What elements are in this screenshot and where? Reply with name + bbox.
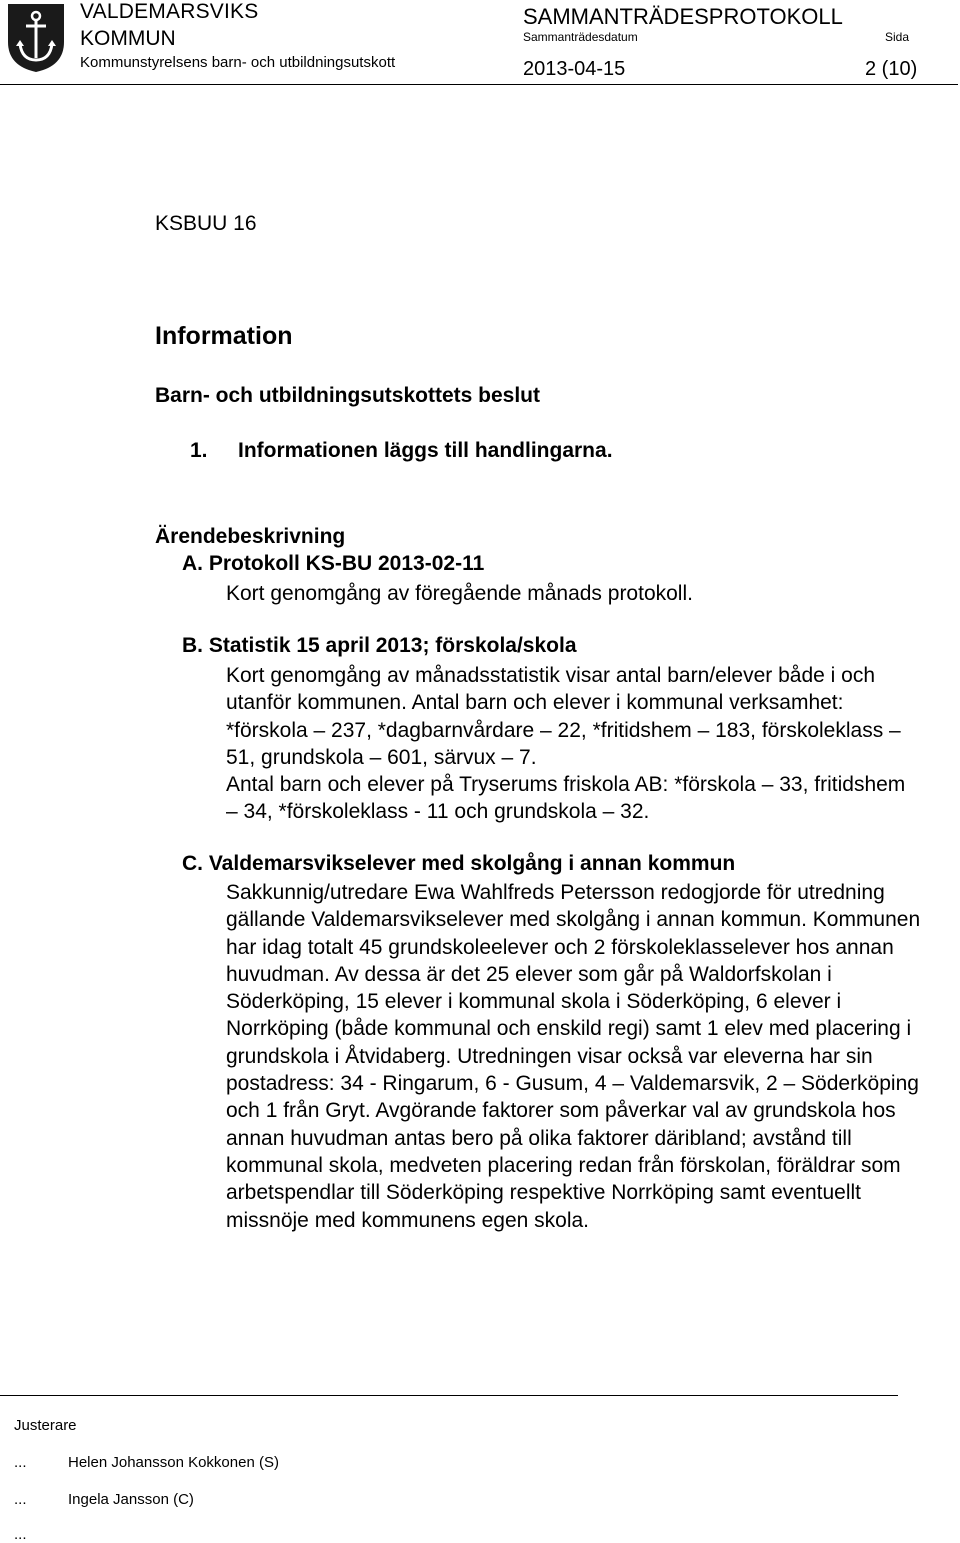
item-c-text: Sakkunnig/utredare Ewa Wahlfreds Petersson redogjorde för utredning gällande Valdemarsvikselever med skolgång i annan kommun. Kommunen har idag totalt 45 grundskoleelever och 2 förskoleklasselever hos annan huvudman. Av dessa är det 25 elever som går på Waldorfskolan i Söderköping, 15 elever i kommunal skola i Söderköping, 6 elever i Norrköping (både kommunal och enskild regi) samt 1 elev med placering i grundskola i Åtvidaberg. Utredningen visar också var eleverna har sin postadress: 34 - Ringarum, 6 - Gusum, 4 – Valdemarsvik, 2 – Söderköping och 1 från Gryt. Avgörande faktorer som påverkar val av grundskola hos annan huvudman antas bero på olika faktorer däribland; avstånd till kommunal skola, medveten placering redan från förskolan, föräldrar som arbetspendlar till Söderköping respektive Norrköping samt eventuellt missnöje med kommunens egen skola. xyxy=(226,881,921,1232)
organization-name: VALDEMARSVIKS xyxy=(80,0,259,23)
decision-heading: Barn- och utbildningsutskottets beslut xyxy=(155,384,541,407)
item-a-heading: A. Protokoll KS-BU 2013-02-11 xyxy=(182,552,485,575)
signer-name: Ingela Jansson (C) xyxy=(68,1491,194,1508)
signature-dots: ... xyxy=(14,1526,27,1543)
section-title: Information xyxy=(155,322,293,350)
item-a-text: Kort genomgång av föregående månads protokoll. xyxy=(226,582,693,605)
page-number: 2 (10) xyxy=(865,58,918,80)
signer-line xyxy=(14,1454,279,1471)
item-b-paragraph-1: Kort genomgång av månadsstatistik visar antal barn/elever både i och utanför kommunen. Antal barn och elever i kommunal verksamhet: *förskola – 237, *dagbarnvårdare – 22, *fritidshem – 183, förskoleklass – 51, grundskola – 601, särvux – 7. xyxy=(226,664,901,769)
meeting-date: 2013-04-15 xyxy=(523,58,626,80)
signer-name: Helen Johansson Kokkonen (S) xyxy=(68,1454,279,1471)
item-b-paragraph-2: Antal barn och elever på Tryserums friskola AB: *förskola – 33, fritidshem – 34, *förskoleklass - 11 och grundskola – 32. xyxy=(226,773,906,824)
footer-divider xyxy=(0,1395,898,1396)
justerare-label: Justerare xyxy=(14,1417,77,1434)
signer-line xyxy=(14,1526,68,1543)
signature-dots: ... xyxy=(14,1491,27,1508)
page-label: Sida xyxy=(885,30,910,44)
signer-line xyxy=(14,1491,194,1508)
item-b-body xyxy=(226,662,916,826)
committee-name: Kommunstyrelsens barn- och utbildningsutskott xyxy=(80,54,396,71)
decision-number: 1. xyxy=(190,439,208,462)
item-c-heading: C. Valdemarsvikselever med skolgång i annan kommun xyxy=(182,852,736,875)
case-description-heading: Ärendebeskrivning xyxy=(155,525,346,548)
item-b-heading: B. Statistik 15 april 2013; förskola/skola xyxy=(182,634,577,657)
organization-type: KOMMUN xyxy=(80,27,176,50)
paragraph-number: KSBUU 16 xyxy=(155,212,257,235)
header-divider xyxy=(0,84,958,85)
meeting-date-label: Sammanträdesdatum xyxy=(523,30,638,44)
decision-text: Informationen läggs till handlingarna. xyxy=(238,439,613,462)
signature-dots: ... xyxy=(14,1454,27,1471)
anchor-crest-icon xyxy=(6,2,66,74)
document-title: SAMMANTRÄDESPROTOKOLL xyxy=(523,4,843,29)
decision-item xyxy=(190,439,613,463)
